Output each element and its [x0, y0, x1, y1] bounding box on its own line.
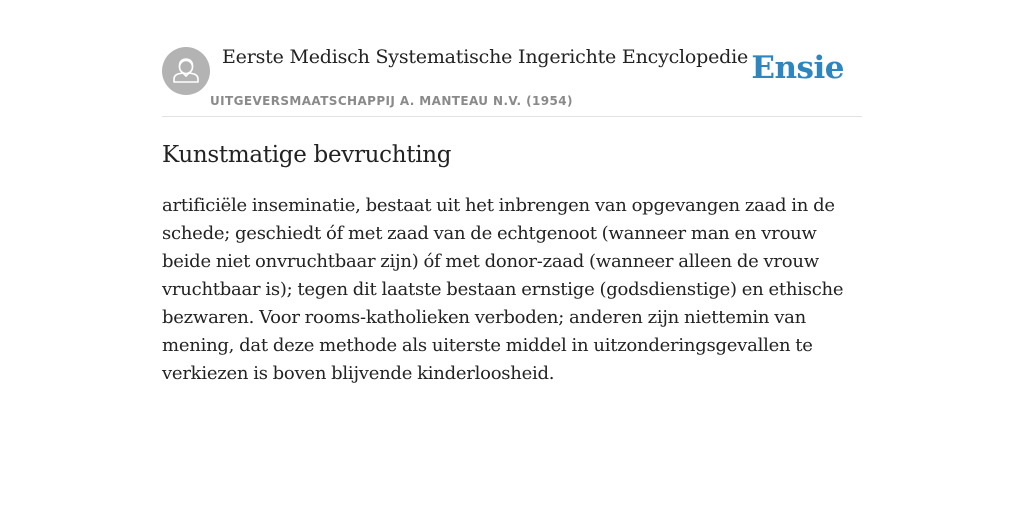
source-title[interactable]: Eerste Medisch Systematische Ingerichte Encyclopedie: [222, 46, 749, 68]
source-avatar: [162, 47, 210, 95]
ensie-logo[interactable]: Ensie: [751, 50, 844, 86]
source-header: [162, 40, 862, 117]
entry-title: Kunstmatige bevruchting: [162, 142, 452, 168]
entry-body: artificiële inseminatie, bestaat uit het inbrengen van opgevangen zaad in de schede; geschiedt óf met zaad van de echtgenoot (wanneer man en vrouw beide niet onvruchtbaar zijn) óf met donor-zaad (wanneer alleen de vrouw vruchtbaar is); tegen dit laatste bestaan ernstige (godsdienstige) en ethische bezwaren. Voor rooms-katholieken verboden; anderen zijn niettemin van mening, dat deze methode als uiterste middel in uitzonderingsgevallen te verkiezen is boven blijvende kinderloosheid.: [162, 195, 844, 384]
publisher-label: UITGEVERSMAATSCHAPPIJ A. MANTEAU N.V. (1954): [210, 94, 573, 108]
user-avatar-icon: [162, 47, 210, 95]
